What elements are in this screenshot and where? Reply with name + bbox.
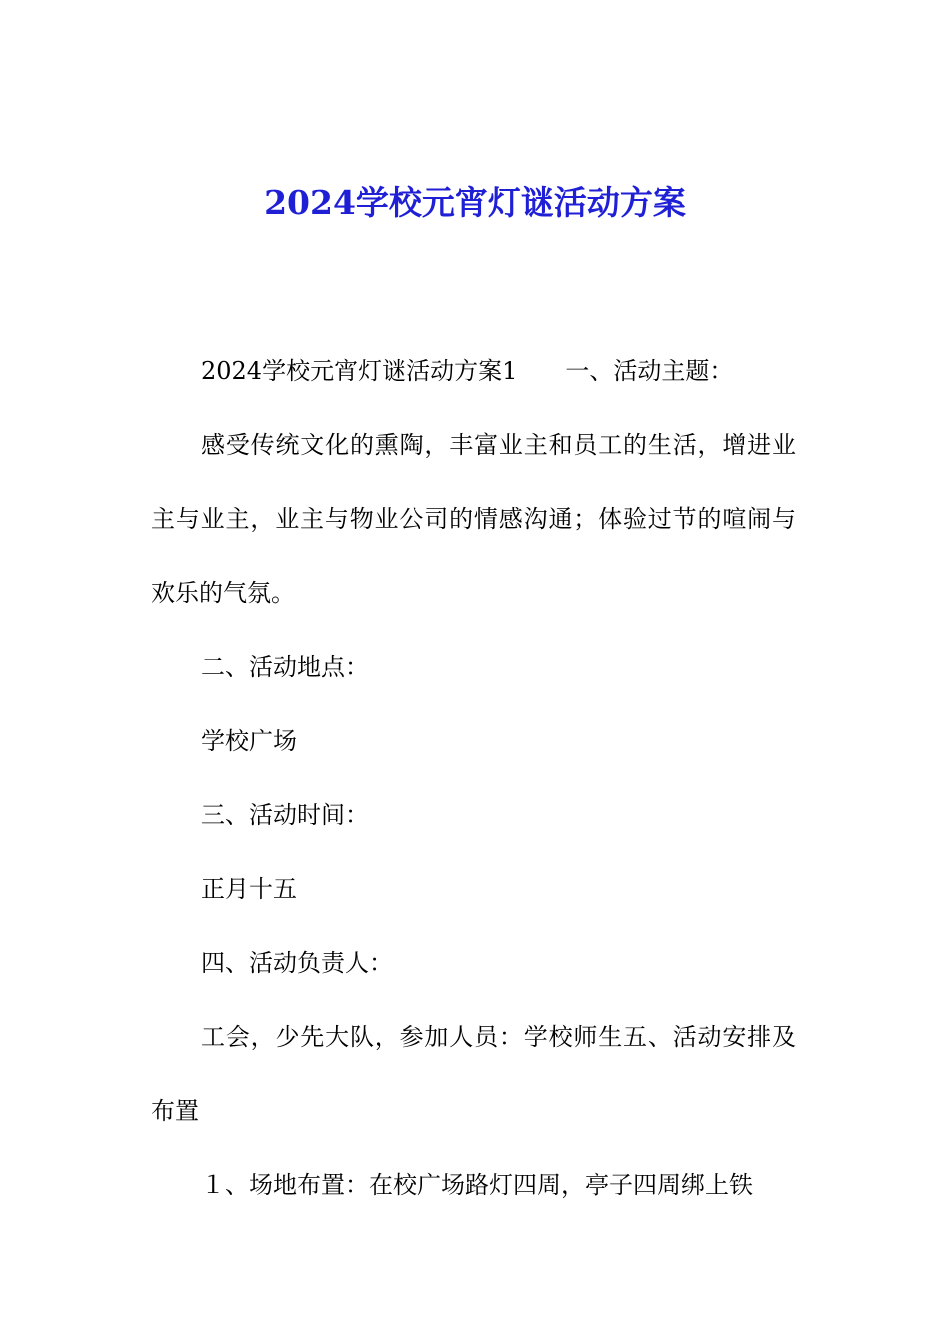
paragraph-venue-setup: １、场地布置：在校广场路灯四周，亭子四周绑上铁 — [201, 1171, 753, 1199]
paragraph-time: 正月十五 — [201, 875, 297, 903]
paragraph-responsible-heading: 四、活动负责人： — [201, 949, 393, 977]
paragraph-location: 学校广场 — [201, 727, 297, 755]
paragraph-theme: 感受传统文化的熏陶，丰富业主和员工的生活，增进业主与业主，业主与物业公司的情感沟通；体验过节的喧闹与欢乐的气氛。 — [151, 431, 796, 607]
paragraph-plan-heading: 2024学校元宵灯谜活动方案1 一、活动主题： — [201, 357, 734, 385]
paragraph-time-heading: 三、活动时间： — [201, 801, 369, 829]
paragraph-location-heading: 二、活动地点： — [201, 653, 369, 681]
document-title: 2024学校元宵灯谜活动方案 — [264, 183, 686, 222]
paragraph-responsible: 工会，少先大队，参加人员：学校师生五、活动安排及布置 — [151, 1023, 796, 1125]
document-body — [151, 334, 796, 1222]
